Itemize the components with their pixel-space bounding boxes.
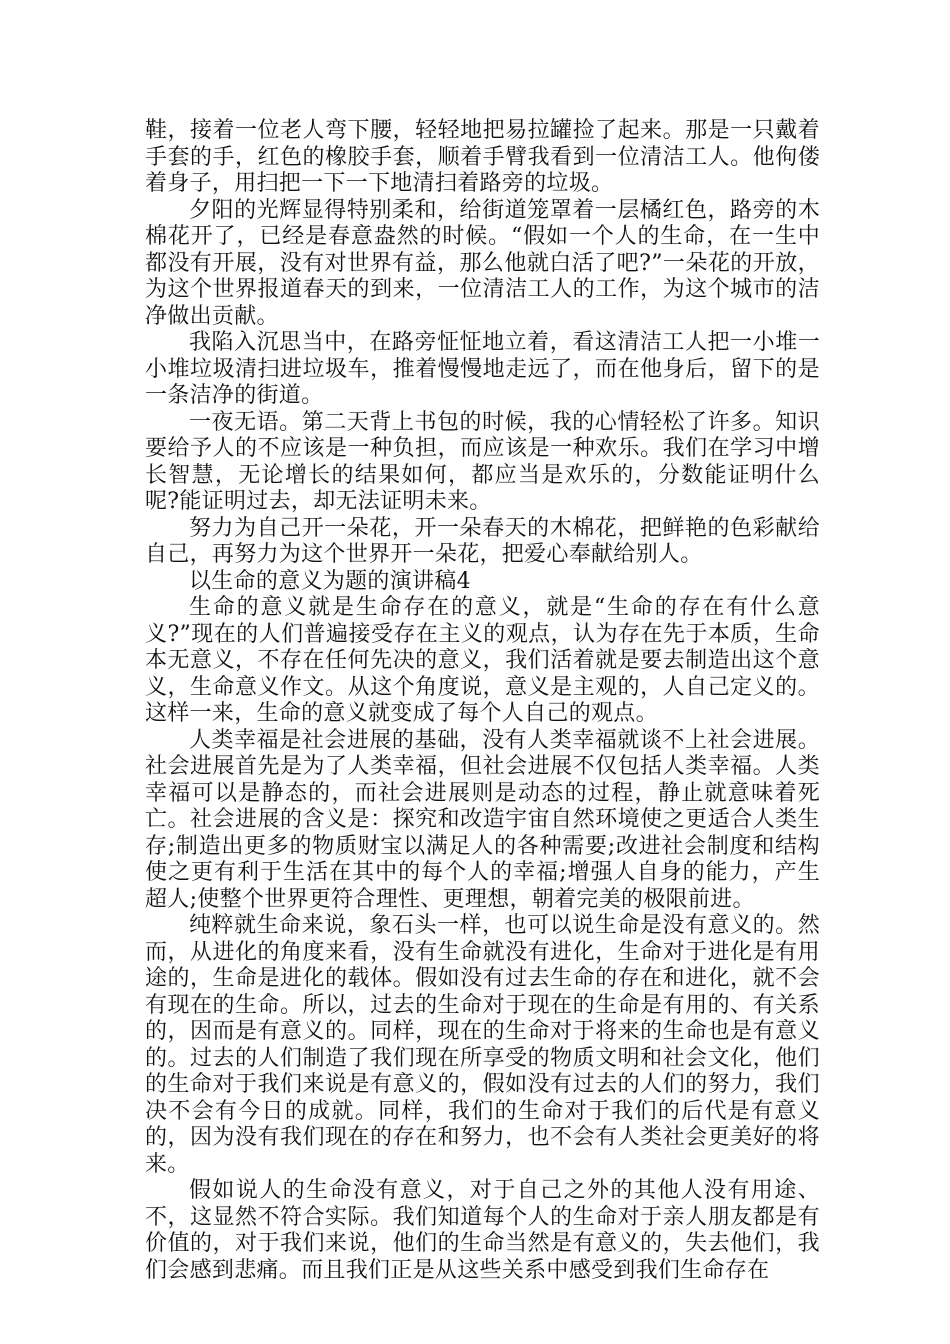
paragraph-9: 假如说人的生命没有意义，对于自己之外的其他人没有用途、不，这显然不符合实际。我们知道每个人的生命对于亲人朋友都是有价值的，对于我们来说，他们的生命当然是有意义的，失去他们，我们会感到悲痛。而且我们正是从这些关系中感受到我们生命存在 (145, 1178, 820, 1283)
section-heading: 以生命的意义为题的演讲稿4 (189, 568, 471, 594)
paragraph-4: 一夜无语。第二天背上书包的时候，我的心情轻松了许多。知识要给予人的不应该是一种负担，而应该是一种欢乐。我们在学习中增长智慧，无论增长的结果如何，都应当是欢乐的，分数能证明什么呢?能证明过去，却无法证明未来。 (145, 409, 820, 514)
paragraph-1: 鞋，接着一位老人弯下腰，轻轻地把易拉罐捡了起来。那是一只戴着手套的手，红色的橡胶手套，顺着手臂我看到一位清洁工人。他佝偻着身子，用扫把一下一下地清扫着路旁的垃圾。 (145, 118, 820, 196)
paragraph-8: 纯粹就生命来说，象石头一样，也可以说生命是没有意义的。然而，从进化的角度来看，没有生命就没有进化，生命对于进化是有用途的，生命是进化的载体。假如没有过去生命的存在和进化，就不会有现在的生命。所以，过去的生命对于现在的生命是有用的、有关系的，因而是有意义的。同样，现在的生命对于将来的生命也是有意义的。过去的人们制造了我们现在所享受的物质文明和社会文化，他们的生命对于我们来说是有意义的，假如没有过去的人们的努力，我们决不会有今日的成就。同样，我们的生命对于我们的后代是有意义的，因为没有我们现在的存在和努力，也不会有人类社会更美好的将来。 (145, 913, 820, 1177)
paragraph-2: 夕阳的光辉显得特别柔和，给街道笼罩着一层橘红色，路旁的木棉花开了，已经是春意盎然的时候。“假如一个人的生命，在一生中都没有开展，没有对世界有益，那么他就白活了吧?”一朵花的开放，为这个世界报道春天的到来，一位清洁工人的工作，为这个城市的洁净做出贡献。 (145, 197, 820, 329)
paragraph-3: 我陷入沉思当中，在路旁怔怔地立着，看这清洁工人把一小堆一小堆垃圾清扫进垃圾车，推着慢慢地走远了，而在他身后，留下的是一条洁净的街道。 (145, 330, 820, 408)
paragraph-6: 生命的意义就是生命存在的意义，就是“生命的存在有什么意义?”现在的人们普遍接受存在主义的观点，认为存在先于本质，生命本无意义，不存在任何先决的意义，我们活着就是要去制造出这个意义，生命意义作文。从这个角度说，意义是主观的，人自己定义的。这样一来，生命的意义就变成了每个人自己的观点。 (145, 595, 820, 726)
paragraph-5: 努力为自己开一朵花，开一朵春天的木棉花，把鲜艳的色彩献给自己，再努力为这个世界开一朵花，把爱心奉献给别人。 (145, 515, 820, 567)
document-page (145, 118, 820, 1284)
paragraph-7: 人类幸福是社会进展的基础，没有人类幸福就谈不上社会进展。社会进展首先是为了人类幸福，但社会进展不仅包括人类幸福。人类幸福可以是静态的，而社会进展则是动态的过程，静止就意味着死亡。社会进展的含义是：探究和改造宇宙自然环境使之更适合人类生存;制造出更多的物质财宝以满足人的各种需要;改进社会制度和结构使之更有利于生活在其中的每个人的幸福;增强人自身的能力，产生超人;使整个世界更符合理性、更理想，朝着完美的极限前进。 (145, 727, 820, 912)
